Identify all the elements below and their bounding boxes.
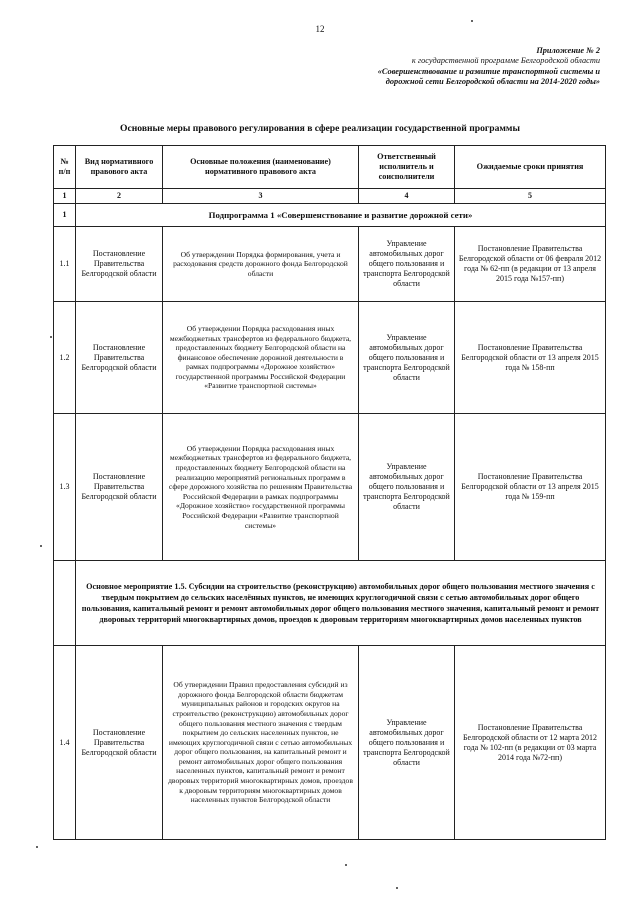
- col-number: 3: [163, 189, 359, 204]
- header-dates: Ожидаемые сроки принятия: [455, 146, 606, 189]
- adoption-dates: Постановление Правительства Белгородской области от 06 февраля 2012 года № 62-пп (в редакции от 13 апреля 2015 года №157-пп): [455, 227, 606, 302]
- scan-speck: [40, 545, 42, 547]
- adoption-dates: Постановление Правительства Белгородской области от 13 апреля 2015 года № 159-пп: [455, 414, 606, 561]
- row-number: 1.1: [54, 227, 76, 302]
- scan-speck: [36, 846, 38, 848]
- subprogram-title: Подпрограмма 1 «Совершенствование и развитие дорожной сети»: [76, 204, 606, 227]
- main-measure-row: [54, 561, 606, 646]
- document-title: Основные меры правового регулирования в сфере реализации государственной программы: [120, 123, 520, 134]
- appendix-title: Приложение № 2: [536, 46, 600, 55]
- table-row: [54, 414, 606, 561]
- executor: Управление автомобильных дорог общего пользования и транспорта Белгородской области: [359, 414, 455, 561]
- table-row: [54, 302, 606, 414]
- appendix-line-2: «Совершенствование и развитие транспортной системы и: [377, 66, 600, 76]
- measure-empty-cell: [54, 561, 76, 646]
- scan-speck: [471, 20, 473, 22]
- column-number-row: [54, 189, 606, 204]
- act-provisions: Об утверждении Порядка расходования иных межбюджетных трансфертов из федерального бюджета, предоставленных бюджету Белгородской области на реализацию мероприятий региональных программ в сфере дорожного хозяйства по решениям Правительства Российской Федерации в рамках подпрограммы «Дорожное хозяйство» государственной программы Российской Федерации «Развитие транспортной системы»: [163, 414, 359, 561]
- scan-speck: [50, 336, 52, 338]
- act-type: Постановление Правительства Белгородской области: [76, 302, 163, 414]
- act-provisions: Об утверждении Порядка формирования, учета и расходования средств дорожного фонда Белгородской области: [163, 227, 359, 302]
- scan-speck: [345, 864, 347, 866]
- header-num: № п/п: [54, 146, 76, 189]
- header-row: [54, 146, 606, 189]
- adoption-dates: Постановление Правительства Белгородской области от 12 марта 2012 года № 102-пп (в редакции от 03 марта 2014 года №72-пп): [455, 646, 606, 840]
- appendix-line-1: к государственной программе Белгородской области: [411, 56, 600, 66]
- header-provisions: Основные положения (наименование) нормативного правового акта: [163, 146, 359, 189]
- executor: Управление автомобильных дорог общего пользования и транспорта Белгородской области: [359, 302, 455, 414]
- main-measure-text: Основное мероприятие 1.5. Субсидии на строительство (реконструкцию) автомобильных дорог общего пользования местного значения с твердым покрытием до сельских населённых пунктов, не имеющих круглогодичной связи с сетью автомобильных дорог общего пользования, капитальный ремонт и ремонт автомобильных дорог общего пользования местного значения, капитальный ремонт и ремонт дворовых территорий многоквартирных домов, проездов к дворовым территориям многоквартирных домов населенных пунктов: [76, 561, 606, 646]
- act-provisions: Об утверждении Порядка расходования иных межбюджетных трансфертов из федерального бюджета, предоставленных бюджету Белгородской области на финансовое обеспечение дорожной деятельности в рамках подпрограммы «Дорожное хозяйство» государственной программы Российской Федерации «Развитие транспортной системы»: [163, 302, 359, 414]
- row-number: 1.3: [54, 414, 76, 561]
- act-type: Постановление Правительства Белгородской области: [76, 646, 163, 840]
- appendix-line-3: дорожной сети Белгородской области на 2014-2020 годы»: [385, 77, 600, 87]
- executor: Управление автомобильных дорог общего пользования и транспорта Белгородской области: [359, 227, 455, 302]
- executor: Управление автомобильных дорог общего пользования и транспорта Белгородской области: [359, 646, 455, 840]
- col-number: 2: [76, 189, 163, 204]
- subprogram-number: 1: [54, 204, 76, 227]
- scan-speck: [396, 887, 398, 889]
- row-number: 1.4: [54, 646, 76, 840]
- act-type: Постановление Правительства Белгородской области: [76, 227, 163, 302]
- row-number: 1.2: [54, 302, 76, 414]
- col-number: 4: [359, 189, 455, 204]
- page-number: 12: [315, 24, 325, 34]
- header-act-type: Вид нормативного правового акта: [76, 146, 163, 189]
- header-executor: Ответственный исполнитель и соисполнители: [359, 146, 455, 189]
- measures-table: [53, 145, 606, 840]
- col-number: 5: [455, 189, 606, 204]
- act-type: Постановление Правительства Белгородской области: [76, 414, 163, 561]
- adoption-dates: Постановление Правительства Белгородской области от 13 апреля 2015 года № 158-пп: [455, 302, 606, 414]
- act-provisions: Об утверждении Правил предоставления субсидий из дорожного фонда Белгородской области бюджетам муниципальных районов и городских округов на строительство (реконструкцию) автомобильных дорог общего пользования местного значения с твердым покрытием до сельских населенных пунктов, не имеющих круглогодичной связи с сетью автомобильных дорог общего пользования, на капитальный ремонт и ремонт автомобильных дорог общего пользования населенных пунктов, капитальный ремонт и ремонт дворовых территорий многоквартирных домов, проездов к дворовым территориям многоквартирных домов населенных пунктов Белгородской области: [163, 646, 359, 840]
- appendix-block: [340, 46, 600, 88]
- subprogram-row: [54, 204, 606, 227]
- col-number: 1: [54, 189, 76, 204]
- table-row: [54, 646, 606, 840]
- table-row: [54, 227, 606, 302]
